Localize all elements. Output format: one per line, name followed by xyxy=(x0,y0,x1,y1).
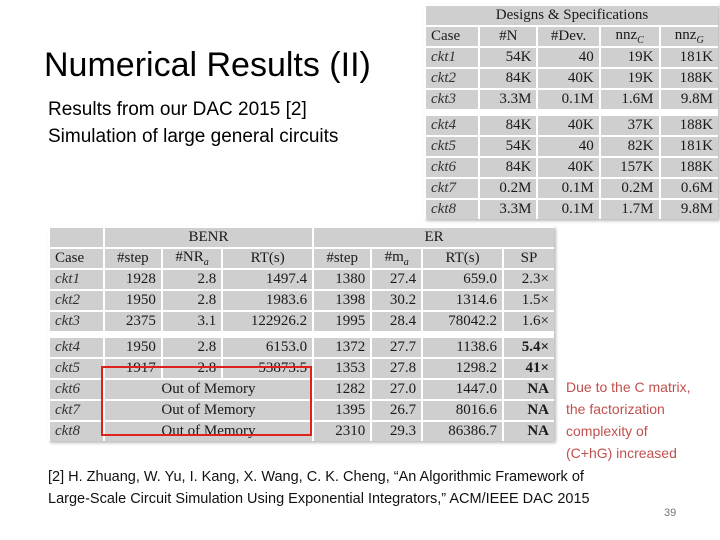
table-cell: 1.7M xyxy=(600,199,660,219)
results-header: RT(s) xyxy=(222,248,313,269)
specs-header: nnz$_C$ xyxy=(600,26,660,47)
table-cell: 1950 xyxy=(104,290,162,311)
table-cell: 0.6M xyxy=(660,178,718,199)
table-cell: 41× xyxy=(503,358,554,379)
reference-line: [2] H. Zhuang, W. Yu, I. Kang, X. Wang, C. K. Cheng, “An Algorithmic Framework of xyxy=(48,469,584,485)
table-cell: 28.4 xyxy=(371,311,422,332)
table-cell: 3.3M xyxy=(479,89,537,110)
table-cell: NA xyxy=(503,379,554,400)
specs-row xyxy=(425,178,718,199)
table-cell: 2.8 xyxy=(162,290,222,311)
results-row xyxy=(49,290,554,311)
slide-title: Numerical Results (II) xyxy=(44,46,371,84)
case-name: ckt3 xyxy=(425,89,479,110)
table-cell: 0.1M xyxy=(537,89,599,110)
results-header: #step xyxy=(313,248,371,269)
results-header: $\#m_a$ xyxy=(371,248,422,269)
table-cell: 2.8 xyxy=(162,358,222,379)
specs-row xyxy=(425,89,718,110)
table-cell: 40K xyxy=(537,157,599,178)
annotation-line: Due to the C matrix, xyxy=(566,379,691,395)
specs-header: nnz$_G$ xyxy=(660,26,718,47)
table-cell: 1282 xyxy=(313,379,371,400)
table-cell: 0.1M xyxy=(537,199,599,219)
out-of-memory-cell: Out of Memory xyxy=(104,400,313,421)
table-cell: 27.0 xyxy=(371,379,422,400)
case-name: ckt7 xyxy=(425,178,479,199)
table-cell: 1995 xyxy=(313,311,371,332)
table-cell: 1447.0 xyxy=(422,379,503,400)
page-number: 39 xyxy=(664,507,677,519)
case-name: ckt4 xyxy=(49,337,104,358)
table-cell: 27.4 xyxy=(371,269,422,290)
table-cell: 86386.7 xyxy=(422,421,503,441)
table-cell: 1917 xyxy=(104,358,162,379)
case-name: ckt1 xyxy=(425,47,479,68)
specs-table xyxy=(424,4,718,219)
table-cell: 188K xyxy=(660,68,718,89)
case-name: ckt8 xyxy=(425,199,479,219)
table-cell: 37K xyxy=(600,115,660,136)
specs-row xyxy=(425,199,718,219)
table-cell: 78042.2 xyxy=(422,311,503,332)
table-cell: 181K xyxy=(660,136,718,157)
table-cell: 1.5× xyxy=(503,290,554,311)
table-cell: 40 xyxy=(537,47,599,68)
table-cell: 8016.6 xyxy=(422,400,503,421)
table-cell: 84K xyxy=(479,115,537,136)
results-group-er: ER xyxy=(313,227,554,248)
table-cell: 82K xyxy=(600,136,660,157)
table-cell: 2.8 xyxy=(162,337,222,358)
case-name: ckt5 xyxy=(425,136,479,157)
table-cell: 2.3× xyxy=(503,269,554,290)
slide-subtitle xyxy=(48,96,338,150)
table-cell: 1.6M xyxy=(600,89,660,110)
table-cell: 122926.2 xyxy=(222,311,313,332)
table-cell: 1372 xyxy=(313,337,371,358)
table-cell: 26.7 xyxy=(371,400,422,421)
table-cell: 1950 xyxy=(104,337,162,358)
reference-line: Large-Scale Circuit Simulation Using Exponential Integrators,” ACM/IEEE DAC 2015 xyxy=(48,491,590,507)
table-cell: 27.8 xyxy=(371,358,422,379)
table-cell: 3.3M xyxy=(479,199,537,219)
results-header: Case xyxy=(49,248,104,269)
results-row xyxy=(49,311,554,332)
annotation-line: complexity of xyxy=(566,423,648,439)
table-cell: 1353 xyxy=(313,358,371,379)
table-cell: 0.2M xyxy=(479,178,537,199)
results-header: #step xyxy=(104,248,162,269)
table-cell: NA xyxy=(503,421,554,441)
table-cell: 84K xyxy=(479,157,537,178)
table-cell: 0.1M xyxy=(537,178,599,199)
specs-row xyxy=(425,136,718,157)
out-of-memory-cell: Out of Memory xyxy=(104,421,313,441)
case-name: ckt6 xyxy=(425,157,479,178)
table-cell: 157K xyxy=(600,157,660,178)
table-cell: 3.1 xyxy=(162,311,222,332)
table-cell: 40K xyxy=(537,115,599,136)
case-name: ckt3 xyxy=(49,311,104,332)
results-group-benr: BENR xyxy=(104,227,313,248)
table-cell: 181K xyxy=(660,47,718,68)
annotation-line: the factorization xyxy=(566,401,665,417)
results-header: SP xyxy=(503,248,554,269)
table-cell: 0.2M xyxy=(600,178,660,199)
table-cell: 84K xyxy=(479,68,537,89)
results-row xyxy=(49,269,554,290)
table-cell: 29.3 xyxy=(371,421,422,441)
specs-header: #Dev. xyxy=(537,26,599,47)
out-of-memory-cell: Out of Memory xyxy=(104,379,313,400)
table-cell: 9.8M xyxy=(660,89,718,110)
table-cell: 9.8M xyxy=(660,199,718,219)
case-name: ckt8 xyxy=(49,421,104,441)
table-cell: 19K xyxy=(600,68,660,89)
table-cell: 54K xyxy=(479,47,537,68)
table-cell: 5.4× xyxy=(503,337,554,358)
case-name: ckt2 xyxy=(49,290,104,311)
case-name: ckt6 xyxy=(49,379,104,400)
case-name: ckt1 xyxy=(49,269,104,290)
table-cell: 188K xyxy=(660,157,718,178)
table-cell: 1138.6 xyxy=(422,337,503,358)
results-row xyxy=(49,337,554,358)
table-cell: 40 xyxy=(537,136,599,157)
specs-row xyxy=(425,68,718,89)
table-cell: 659.0 xyxy=(422,269,503,290)
table-cell: 1398 xyxy=(313,290,371,311)
results-header: $\#NR_a$ xyxy=(162,248,222,269)
specs-caption: Designs & Specifications xyxy=(425,5,718,26)
table-cell: 1298.2 xyxy=(422,358,503,379)
specs-row xyxy=(425,47,718,68)
specs-row xyxy=(425,115,718,136)
table-cell: 54K xyxy=(479,136,537,157)
annotation-line: (C+hG) increased xyxy=(566,445,677,461)
table-cell: 1314.6 xyxy=(422,290,503,311)
annotation-note xyxy=(566,376,716,464)
table-cell: 188K xyxy=(660,115,718,136)
table-cell: 40K xyxy=(537,68,599,89)
results-corner xyxy=(49,227,104,248)
table-cell: 1983.6 xyxy=(222,290,313,311)
specs-row xyxy=(425,157,718,178)
table-cell: 1395 xyxy=(313,400,371,421)
table-cell: 1.6× xyxy=(503,311,554,332)
table-cell: 6153.0 xyxy=(222,337,313,358)
table-cell: 2.8 xyxy=(162,269,222,290)
case-name: ckt7 xyxy=(49,400,104,421)
table-cell: 19K xyxy=(600,47,660,68)
table-cell: 1497.4 xyxy=(222,269,313,290)
specs-header: #N xyxy=(479,26,537,47)
table-cell: NA xyxy=(503,400,554,421)
subtitle-line: Results from our DAC 2015 [2] xyxy=(48,99,307,120)
table-cell: 2310 xyxy=(313,421,371,441)
case-name: ckt5 xyxy=(49,358,104,379)
table-cell: 1380 xyxy=(313,269,371,290)
results-header: RT(s) xyxy=(422,248,503,269)
table-cell: 2375 xyxy=(104,311,162,332)
reference-citation xyxy=(48,466,590,510)
case-name: ckt4 xyxy=(425,115,479,136)
table-cell: 27.7 xyxy=(371,337,422,358)
out-of-memory-highlight-box xyxy=(101,366,312,436)
table-cell: 30.2 xyxy=(371,290,422,311)
table-cell: 53873.5 xyxy=(222,358,313,379)
subtitle-line: Simulation of large general circuits xyxy=(48,126,339,147)
table-cell: 1928 xyxy=(104,269,162,290)
specs-header: Case xyxy=(425,26,479,47)
case-name: ckt2 xyxy=(425,68,479,89)
